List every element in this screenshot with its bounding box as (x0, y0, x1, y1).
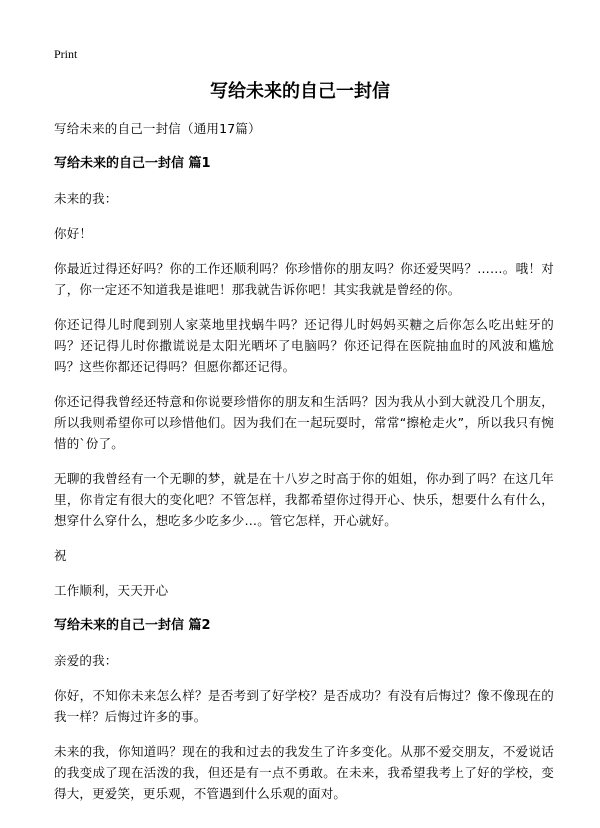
closing-wish: 工作顺利，天天开心 (54, 583, 169, 598)
section-heading-1: 写给未来的自己一封信 篇1 (54, 156, 211, 171)
document-title: 写给未来的自己一封信 (210, 81, 390, 102)
paragraph: 你还记得我曾经还特意和你说要珍惜你的朋友和生活吗？因为我从小到大就没几个朋友，所以我则希望你可以珍惜他们。因为我们在一起玩耍时，常常“擦枪走火”，所以我只有惋惜的`份了。 (54, 394, 554, 451)
paragraph: 未来的我，你知道吗？现在的我和过去的我发生了许多变化。从那不爱交朋友，不爱说话的我变成了现在活泼的我，但还是有一点不勇敢。在未来，我希望我考上了好的学校，变得大，更爱笑，更乐观，不管遇到什么乐观的面对。 (54, 744, 554, 801)
print-label: Print (54, 47, 78, 61)
salutation: 未来的我： (54, 191, 118, 206)
paragraph: 无聊的我曾经有一个无聊的梦，就是在十八岁之时高于你的姐姐，你办到了吗？在这几年里，你肯定有很大的变化吧？不管怎样，我都希望你过得开心、快乐，想要什么有什么，想穿什么穿什么，想吃多少吃多少…。管它怎样，开心就好。 (54, 471, 554, 528)
greeting: 你好！ (54, 226, 93, 241)
section-heading-2: 写给未来的自己一封信 篇2 (54, 618, 211, 633)
paragraph: 你好，不知你未来怎么样？是否考到了好学校？是否成功？有没有后悔过？像不像现在的我一样？后悔过许多的事。 (54, 688, 554, 724)
paragraph: 你最近过得还好吗？你的工作还顺利吗？你珍惜你的朋友吗？你还爱哭吗？……。哦！对了，你一定还不知道我是谁吧！那我就告诉你吧！其实我就是曾经的你。 (54, 261, 554, 297)
document-body (54, 118, 554, 818)
salutation: 亲爱的我： (54, 653, 118, 668)
paragraph: 你还记得儿时爬到别人家菜地里找蜗牛吗？还记得儿时妈妈买糖之后你怎么吃出蛀牙的吗？还记得儿时你撒谎说是太阳光晒坏了电脑吗？你还记得在医院抽血时的风波和尴尬吗？这些你都还记得吗？但愿你都还记得。 (54, 317, 554, 374)
document-subtitle: 写给未来的自己一封信（通用17篇） (54, 121, 261, 136)
closing-line: 祝 (54, 548, 67, 563)
